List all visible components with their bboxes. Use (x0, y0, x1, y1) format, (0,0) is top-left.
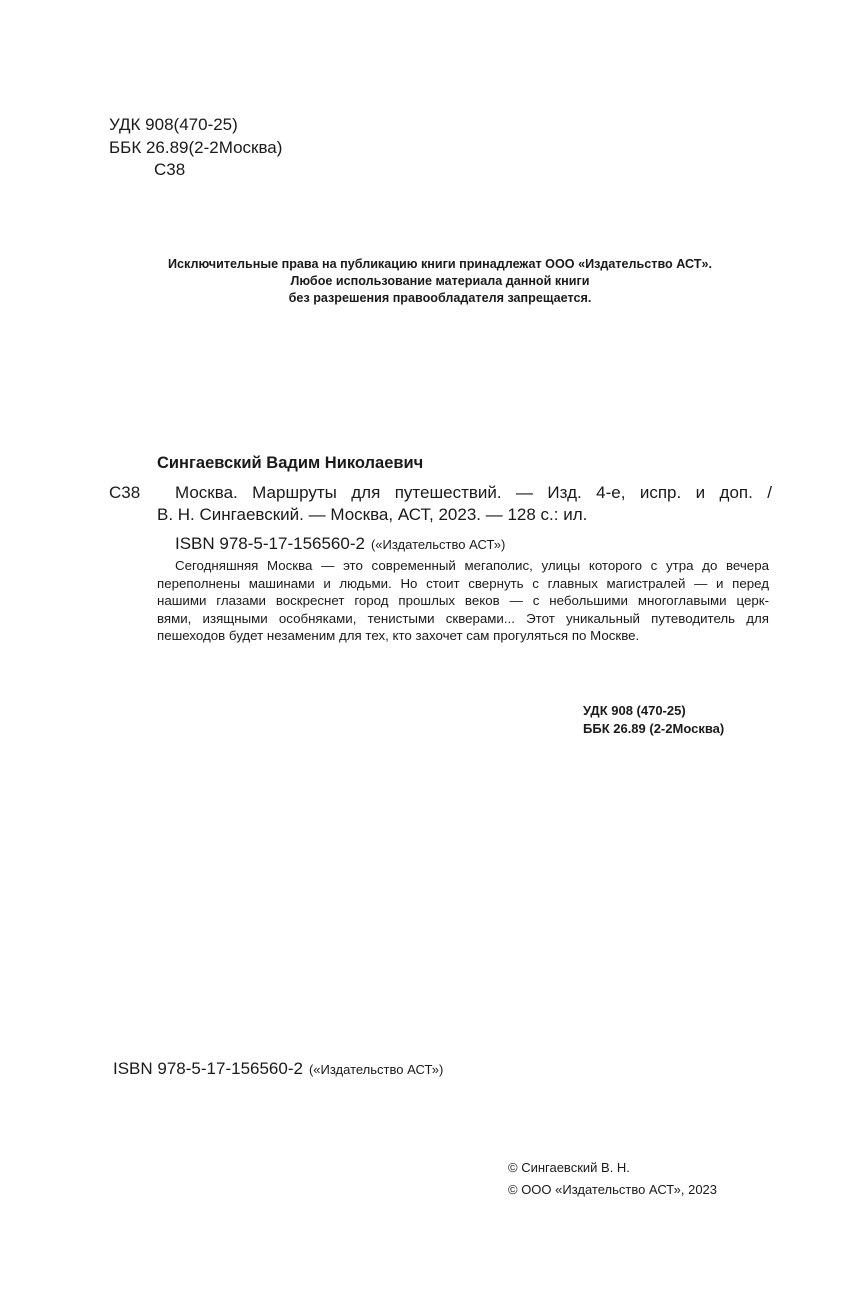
annotation-line: пешеходов будет незаменим для тех, кто захочет сам прогуляться по Москве. (157, 628, 640, 644)
rights-notice-line: Исключительные права на публикацию книги принадлежат ООО «Издательство АСТ». (168, 257, 712, 271)
udk-code-bottom: УДК 908 (470-25) (583, 703, 686, 718)
isbn-entry (175, 533, 505, 556)
annotation-line: нашими глазами воскреснет город прошлых веков — с небольшими многоглавыми церк- (157, 593, 769, 609)
annotation-line: Сегодняшняя Москва — это современный мегаполис, улицы которого с утра до вечера (175, 558, 769, 573)
isbn-publisher: («Издательство АСТ») (370, 537, 506, 552)
copyright-publisher: © ООО «Издательство АСТ», 2023 (508, 1182, 718, 1197)
isbn-number: ISBN 978-5-17-156560-2 (113, 1059, 303, 1078)
author-sign-top: С38 (154, 160, 186, 179)
bibliographic-title-line: Москва. Маршруты для путешествий. — Изд. 4-е, испр. и доп. / (175, 483, 772, 502)
copyright-author: © Сингаевский В. Н. (508, 1160, 630, 1175)
bibliographic-title-line: В. Н. Сингаевский. — Москва, АСТ, 2023. — 128 с.: ил. (157, 505, 588, 524)
annotation (157, 557, 769, 645)
udk-code-top: УДК 908(470-25) (109, 115, 238, 134)
annotation-line: вями, изящными особняками, тенистыми скверами... Этот уникальный путеводитель для (157, 610, 769, 626)
rights-notice-line: без разрешения правообладателя запрещается. (288, 291, 592, 305)
bbk-code-bottom: ББК 26.89 (2-2Москва) (583, 721, 725, 736)
author-heading: Сингаевский Вадим Николаевич (157, 454, 424, 472)
author-sign: С38 (109, 483, 141, 502)
rights-notice-line: Любое использование материала данной книги (290, 274, 590, 288)
isbn-footer (113, 1058, 443, 1081)
bbk-code-top: ББК 26.89(2-2Москва) (109, 138, 283, 157)
isbn-publisher: («Издательство АСТ») (308, 1062, 444, 1077)
rights-notice (0, 256, 845, 307)
isbn-number: ISBN 978-5-17-156560-2 (175, 534, 365, 553)
annotation-line: переполнены машинами и людьми. Но стоит свернуть с главных магистралей — и перед (157, 575, 769, 591)
